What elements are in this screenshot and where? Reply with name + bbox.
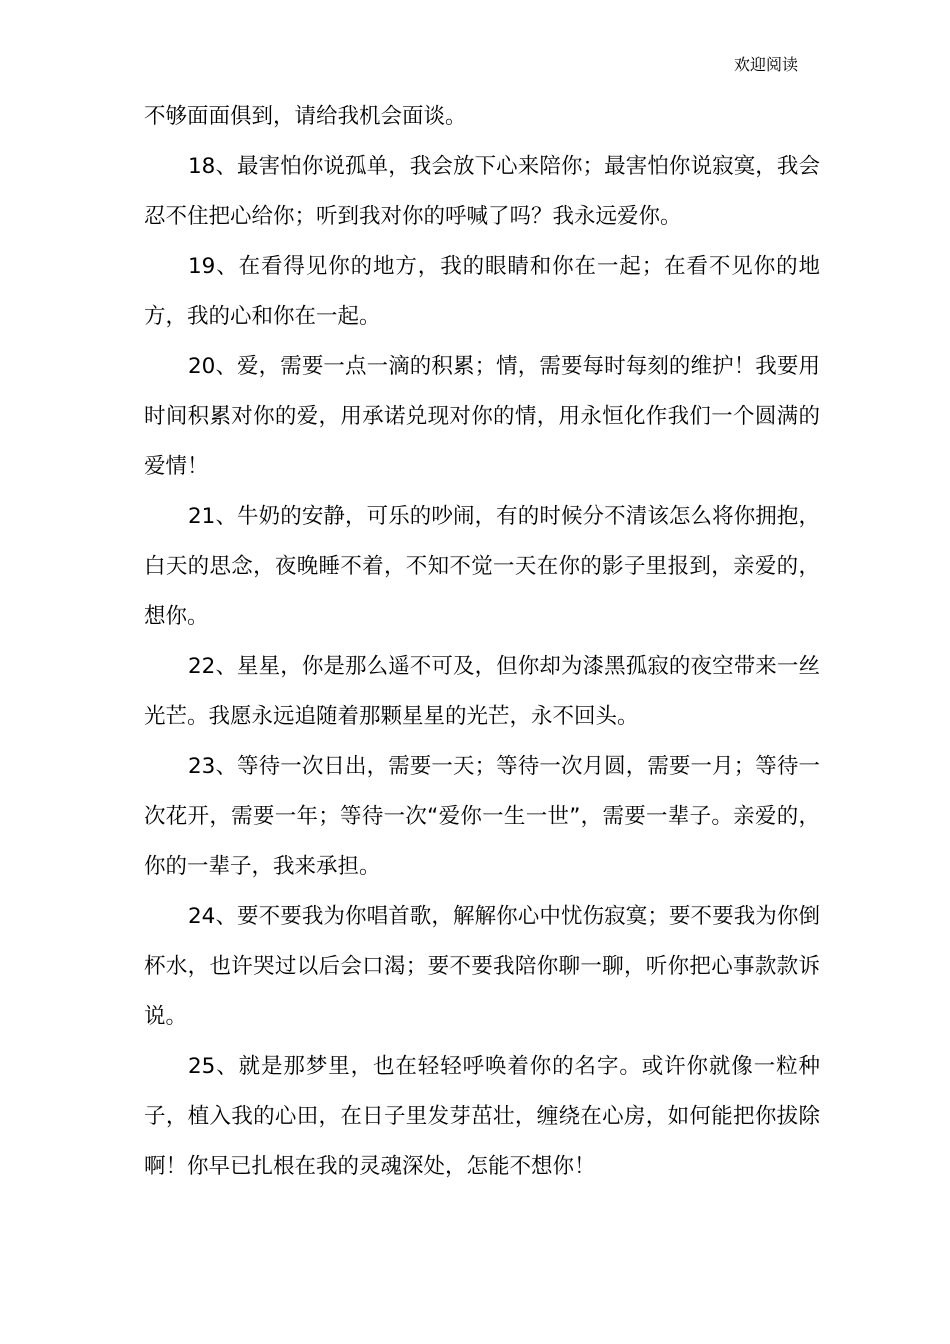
paragraph-item-21: 21、牛奶的安静，可乐的吵闹，有的时候分不清该怎么将你拥抱，白天的思念，夜晚睡不着，不知不觉一天在你的影子里报到，亲爱的，想你。 — [144, 504, 820, 629]
page-header: 欢迎阅读 — [733, 55, 798, 74]
paragraph-item-18: 18、最害怕你说孤单，我会放下心来陪你；最害怕你说寂寞，我会忍不住把心给你；听到我对你的呼喊了吗？我永远爱你。 — [144, 154, 820, 229]
paragraph-item-20: 20、爱，需要一点一滴的积累；情，需要每时每刻的维护！我要用时间积累对你的爱，用承诺兑现对你的情，用永恒化作我们一个圆满的爱情！ — [144, 354, 820, 479]
paragraph-continuation: 不够面面俱到，请给我机会面谈。 — [144, 104, 467, 129]
paragraph-item-22: 22、星星，你是那么遥不可及，但你却为漆黑孤寂的夜空带来一丝光芒。我愿永远追随着那颗星星的光芒，永不回头。 — [144, 654, 820, 729]
paragraph-item-24: 24、要不要我为你唱首歌，解解你心中忧伤寂寞；要不要我为你倒杯水，也许哭过以后会口渴；要不要我陪你聊一聊，听你把心事款款诉说。 — [144, 904, 820, 1029]
paragraph-item-25: 25、就是那梦里，也在轻轻呼唤着你的名字。或许你就像一粒种子，植入我的心田，在日子里发芽茁壮，缠绕在心房，如何能把你拔除啊！你早已扎根在我的灵魂深处，怎能不想你！ — [144, 1054, 820, 1179]
paragraph-item-23: 23、等待一次日出，需要一天；等待一次月圆，需要一月；等待一次花开，需要一年；等待一次“爱你一生一世”，需要一辈子。亲爱的，你的一辈子，我来承担。 — [144, 754, 820, 879]
document-body — [144, 92, 820, 1192]
paragraph-item-19: 19、在看得见你的地方，我的眼睛和你在一起；在看不见你的地方，我的心和你在一起。 — [144, 254, 820, 329]
